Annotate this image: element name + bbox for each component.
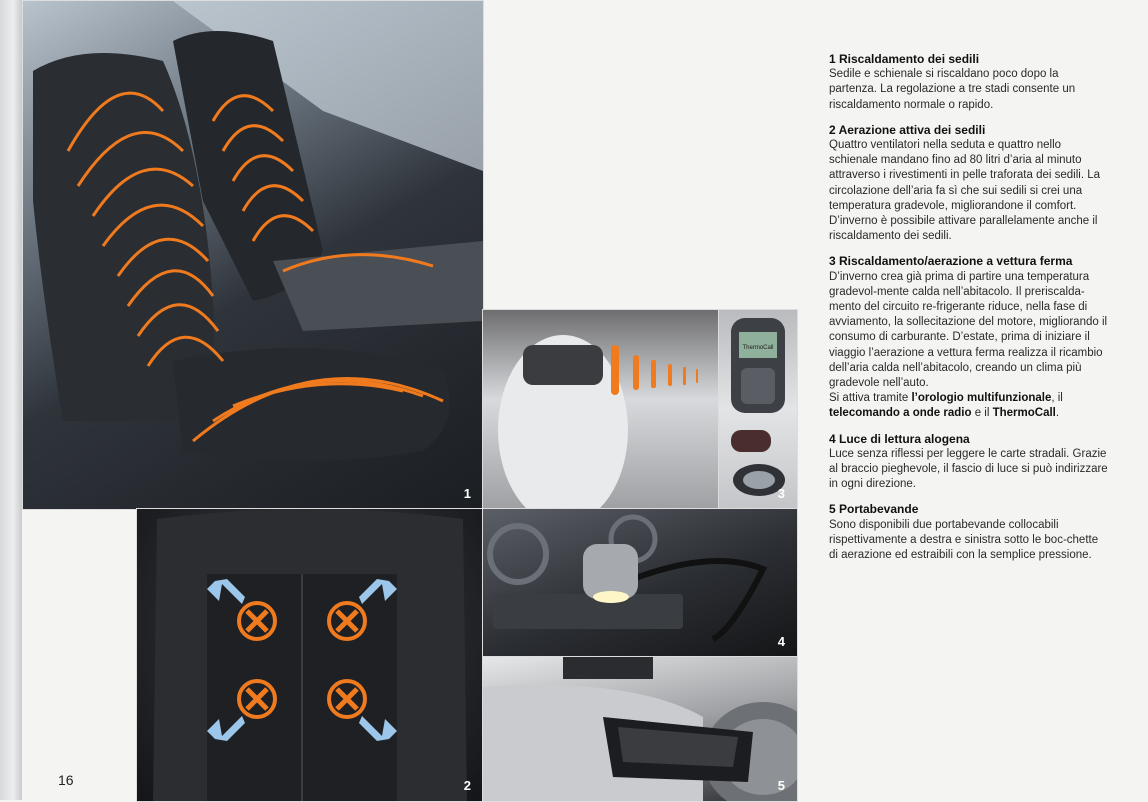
bold-term: ThermoCall: [992, 407, 1056, 420]
section-title: 1 Riscaldamento dei sedili: [829, 52, 980, 66]
section-body: D’inverno crea già prima di partire una temperatura gradevol-mente calda nell’abitacolo. Il preriscalda-mento del circuito re-frigerante riduce, nella fase di avviamento, la sollecitazione del motore, migliorando il consumo di carburante. D’estate, prima di iniziare il viaggio l’aerazione a vettura ferma realizza il ricambio dell’aria calda nell’abitacolo, creando un clima più gradevole nell’auto.: [829, 270, 1108, 390]
photo-number: 5: [777, 778, 785, 793]
section-parked-climate: [829, 254, 1109, 421]
photo-seat-ventilation: [136, 508, 484, 802]
page-number: 16: [58, 772, 74, 788]
photo-number: 3: [777, 486, 785, 501]
section-title: 3 Riscaldamento/aerazione a vettura ferma: [829, 254, 1073, 269]
photo-parked-climate: [482, 309, 720, 510]
photo-cup-holder: [482, 656, 798, 802]
photo-number: 1: [463, 486, 471, 501]
section-seat-ventilation: [829, 123, 1109, 245]
bold-term: l’orologio multifunzionale: [911, 392, 1052, 405]
seat-heating-illustration: [23, 1, 483, 509]
feature-descriptions: [829, 52, 1109, 573]
section-body: Sedile e schienale si riscaldano poco dopo la partenza. La regolazione a tre stadi consente un riscaldamento normale o rapido.: [829, 68, 1076, 111]
car-radio-illustration: [483, 310, 719, 509]
section-cup-holder: [829, 502, 1109, 563]
section-seat-heating: [829, 52, 1109, 113]
page-spine: [0, 0, 22, 800]
radio-waves-icon: [611, 345, 698, 395]
section-body: Luce senza riflessi per leggere le carte stradali. Grazie al braccio pieghevole, il fascio di luce si può indirizzare in ogni direzione.: [829, 447, 1108, 491]
section-title: 4 Luce di lettura alogena: [829, 431, 970, 446]
phone-display-text: ThermoCall: [742, 345, 774, 351]
reading-lamp-illustration: [483, 509, 797, 657]
lamp-icon: [583, 544, 638, 603]
section-title: 2 Aerazione attiva dei sedili: [829, 122, 986, 137]
section-body: Sono disponibili due portabevande collocabili rispettivamente a destra e sinistra sotto le boc-chette di aerazione ed estraibili con la semplice pressione.: [829, 518, 1099, 562]
seat-ventilation-illustration: [137, 509, 483, 801]
section-body: Quattro ventilatori nella seduta e quattro nello schienale mandano fino ad 80 litri d’aria al minuto attraverso i rivestimenti in pelle traforata dei sedili. La circolazione dell’aria fa sì che sui sedili si crei una temperatura gradevole, migliorandone il comfort. D’inverno è possibile attivare parallelamente anche il riscaldamento dei sedili.: [829, 139, 1101, 243]
photo-number: 2: [463, 778, 471, 793]
remote-key-icon: [731, 430, 771, 452]
mobile-phone-icon: [731, 318, 785, 413]
section-title: 5 Portabevande: [829, 502, 919, 517]
photo-remote-devices: [718, 309, 798, 510]
section-reading-lamp: [829, 432, 1109, 493]
bold-term: telecomando a onde radio: [829, 407, 972, 420]
photo-seat-heating: [22, 0, 484, 510]
photo-number: 4: [777, 634, 785, 649]
section-activation: Si attiva tramite l’orologio multifunzionale, il telecomando a onde radio e il ThermoCall.: [829, 392, 1063, 420]
cup-holder-illustration: [483, 657, 797, 801]
remote-devices-illustration: [719, 310, 797, 509]
photo-reading-lamp: [482, 508, 798, 658]
